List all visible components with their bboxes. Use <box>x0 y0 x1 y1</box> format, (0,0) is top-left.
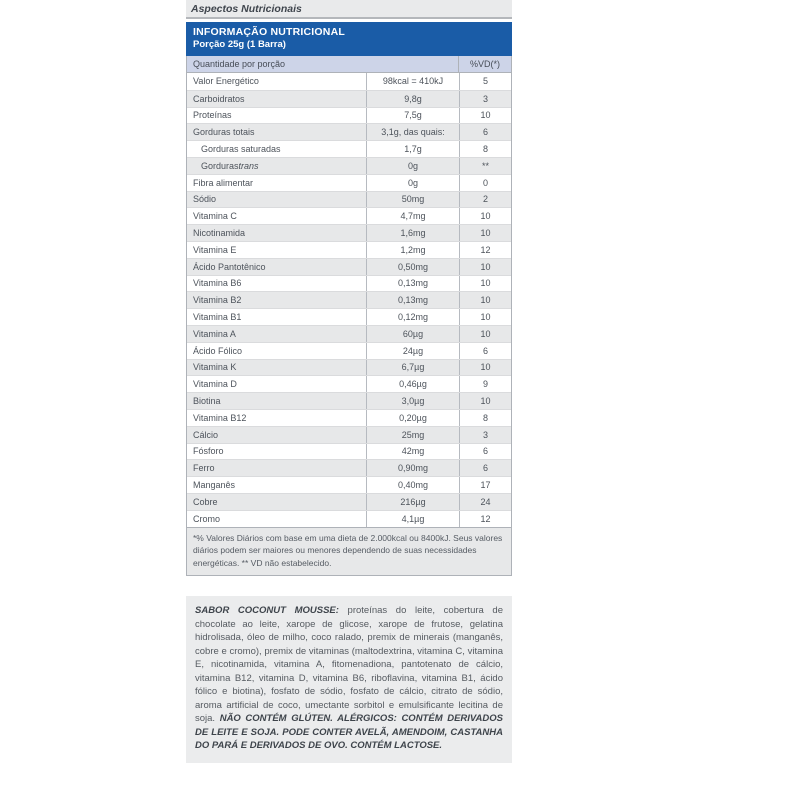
nutrient-daily-value: 10 <box>459 259 511 275</box>
nutrient-name: Sódio <box>193 194 217 205</box>
nutrient-amount: 7,5g <box>366 108 459 124</box>
nutrient-amount: 3,0µg <box>366 393 459 409</box>
nutrient-daily-value: 9 <box>459 376 511 392</box>
nutrient-amount: 0,50mg <box>366 259 459 275</box>
table-row <box>187 409 511 426</box>
nutrient-daily-value: 3 <box>459 91 511 107</box>
nutrition-table <box>186 56 512 576</box>
table-row <box>187 308 511 325</box>
nutrient-name: Gorduras trans <box>201 160 259 171</box>
nutrient-amount: 3,1g, das quais: <box>366 124 459 140</box>
nutrient-daily-value: 0 <box>459 175 511 191</box>
nutrient-amount: 0,90mg <box>366 460 459 476</box>
nutrient-amount: 4,1µg <box>366 511 459 527</box>
nutrient-amount: 1,6mg <box>366 225 459 241</box>
table-row <box>187 107 511 124</box>
nutrient-name: Gorduras saturadas <box>201 144 281 155</box>
nutrient-name: Vitamina B12 <box>193 412 247 423</box>
nutrient-name: Cobre <box>193 496 218 507</box>
table-row <box>187 426 511 443</box>
table-row <box>187 258 511 275</box>
nutrient-amount: 42mg <box>366 444 459 460</box>
table-row <box>187 123 511 140</box>
table-row <box>187 359 511 376</box>
table-title: INFORMAÇÃO NUTRICIONAL <box>193 26 345 38</box>
ingredients-list: proteínas do leite, cobertura de chocolate ao leite, xarope de glicose, xarope de frutose, gelatina hidrolisada, óleo de milho, coco ralado, premix de minerais (manganês, cobre e cromo), premix de vitaminas (maltodextrina, vitamina C, vitamina E, nicotinamida, vitamina A, fitomenadiona, pantotenato de cálcio, vitamina B12, vitamina D, vitamina B6, riboflavina, vitamina B1, ácido fólico e biotina), fosfato de sódio, fosfato de cálcio, citrato de sódio, aroma artificial de coco, umectante sorbitol e emulsificante lecitina de soja. <box>195 605 503 725</box>
nutrient-daily-value: 3 <box>459 427 511 443</box>
table-row <box>187 157 511 174</box>
nutrient-name: Ácido Pantotênico <box>193 261 266 272</box>
daily-values-footnote: *% Valores Diários com base em uma dieta de 2.000kcal ou 8400kJ. Seus valores diários podem ser maiores ou menores dependendo de suas necessidades energéticas. ** VD não estabelecido. <box>187 527 511 576</box>
nutrient-daily-value: 10 <box>459 276 511 292</box>
table-column-headers <box>187 56 511 73</box>
nutrient-daily-value: 10 <box>459 225 511 241</box>
nutrient-daily-value: 6 <box>459 124 511 140</box>
nutrient-daily-value: 6 <box>459 444 511 460</box>
nutrient-name: Nicotinamida <box>193 228 246 239</box>
table-row <box>187 191 511 208</box>
nutrient-name: Vitamina E <box>193 244 237 255</box>
nutrient-name: Vitamina C <box>193 211 237 222</box>
nutrient-name: Ferro <box>193 463 215 474</box>
nutrient-daily-value: 12 <box>459 242 511 258</box>
nutrient-amount: 50mg <box>366 192 459 208</box>
table-row <box>187 73 511 90</box>
nutrient-daily-value: 10 <box>459 208 511 224</box>
nutrient-amount: 1,7g <box>366 141 459 157</box>
table-row <box>187 510 511 527</box>
column-header-quantity: Quantidade por porção <box>193 59 286 69</box>
nutrition-table-header <box>186 22 512 56</box>
nutrient-name: Vitamina B2 <box>193 295 242 306</box>
nutrient-daily-value: 6 <box>459 343 511 359</box>
nutrient-amount: 0,40mg <box>366 477 459 493</box>
nutrient-daily-value: 10 <box>459 360 511 376</box>
table-row <box>187 140 511 157</box>
serving-size: Porção 25g (1 Barra) <box>193 39 286 50</box>
nutrient-daily-value: ** <box>459 158 511 174</box>
nutrient-daily-value: 10 <box>459 393 511 409</box>
table-row <box>187 241 511 258</box>
nutrient-name: Vitamina B1 <box>193 312 242 323</box>
nutrient-name: Fósforo <box>193 446 224 457</box>
nutrient-amount: 0g <box>366 158 459 174</box>
nutrient-name: Vitamina D <box>193 379 237 390</box>
nutrient-name: Valor Energético <box>193 76 259 87</box>
allergen-warning: NÃO CONTÉM GLÚTEN. ALÉRGICOS: CONTÉM DERIVADOS DE LEITE E SOJA. PODE CONTER AVELÃ, AMENDOIM, CASTANHA DO PARÁ E DERIVADOS DE OVO. CONTÉM LACTOSE. <box>195 713 504 752</box>
nutrient-amount: 0,13mg <box>366 292 459 308</box>
nutrient-name: Proteínas <box>193 110 232 121</box>
table-row <box>187 275 511 292</box>
nutrient-amount: 98kcal = 410kJ <box>366 73 459 90</box>
table-row <box>187 443 511 460</box>
nutrient-amount: 24µg <box>366 343 459 359</box>
nutrient-amount: 60µg <box>366 326 459 342</box>
nutrient-name: Manganês <box>193 480 236 491</box>
table-row <box>187 392 511 409</box>
nutrient-daily-value: 10 <box>459 108 511 124</box>
nutrient-amount: 0g <box>366 175 459 191</box>
flavor-label: SABOR COCONUT MOUSSE: <box>195 605 339 617</box>
nutrient-name: Gorduras totais <box>193 127 255 138</box>
nutrient-amount: 9,8g <box>366 91 459 107</box>
nutrition-panel <box>186 0 512 763</box>
table-row <box>187 476 511 493</box>
table-row <box>187 325 511 342</box>
nutrient-daily-value: 12 <box>459 511 511 527</box>
table-row <box>187 174 511 191</box>
table-row <box>187 207 511 224</box>
nutrient-amount: 1,2mg <box>366 242 459 258</box>
table-row <box>187 375 511 392</box>
table-row <box>187 90 511 107</box>
nutrient-daily-value: 24 <box>459 494 511 510</box>
nutrient-daily-value: 2 <box>459 192 511 208</box>
nutrient-amount: 0,12mg <box>366 309 459 325</box>
table-row <box>187 493 511 510</box>
nutrient-name: Ácido Fólico <box>193 345 243 356</box>
nutrient-name: Cromo <box>193 513 221 524</box>
nutrient-name: Vitamina B6 <box>193 278 242 289</box>
nutrient-amount: 216µg <box>366 494 459 510</box>
column-header-dv: %VD(*) <box>458 56 511 72</box>
section-title: Aspectos Nutricionais <box>191 2 302 15</box>
nutrient-amount: 0,13mg <box>366 276 459 292</box>
nutrient-daily-value: 6 <box>459 460 511 476</box>
nutrient-name: Cálcio <box>193 429 219 440</box>
nutrient-daily-value: 10 <box>459 292 511 308</box>
nutrient-daily-value: 10 <box>459 309 511 325</box>
nutrient-name: Biotina <box>193 396 221 407</box>
nutrient-daily-value: 17 <box>459 477 511 493</box>
nutrient-name: Vitamina A <box>193 328 236 339</box>
ingredients-paragraph <box>186 596 512 763</box>
table-row <box>187 291 511 308</box>
table-row <box>187 342 511 359</box>
section-title-band <box>186 0 512 19</box>
table-row <box>187 224 511 241</box>
nutrient-amount: 0,46µg <box>366 376 459 392</box>
nutrient-name: Fibra alimentar <box>193 177 254 188</box>
nutrient-amount: 6,7µg <box>366 360 459 376</box>
nutrient-daily-value: 8 <box>459 141 511 157</box>
nutrient-amount: 4,7mg <box>366 208 459 224</box>
nutrient-daily-value: 5 <box>459 73 511 90</box>
nutrient-daily-value: 8 <box>459 410 511 426</box>
nutrient-name: Vitamina K <box>193 362 237 373</box>
nutrient-amount: 25mg <box>366 427 459 443</box>
table-row <box>187 459 511 476</box>
nutrient-daily-value: 10 <box>459 326 511 342</box>
nutrient-amount: 0,20µg <box>366 410 459 426</box>
nutrition-rows <box>187 73 511 527</box>
nutrient-name: Carboidratos <box>193 93 245 104</box>
